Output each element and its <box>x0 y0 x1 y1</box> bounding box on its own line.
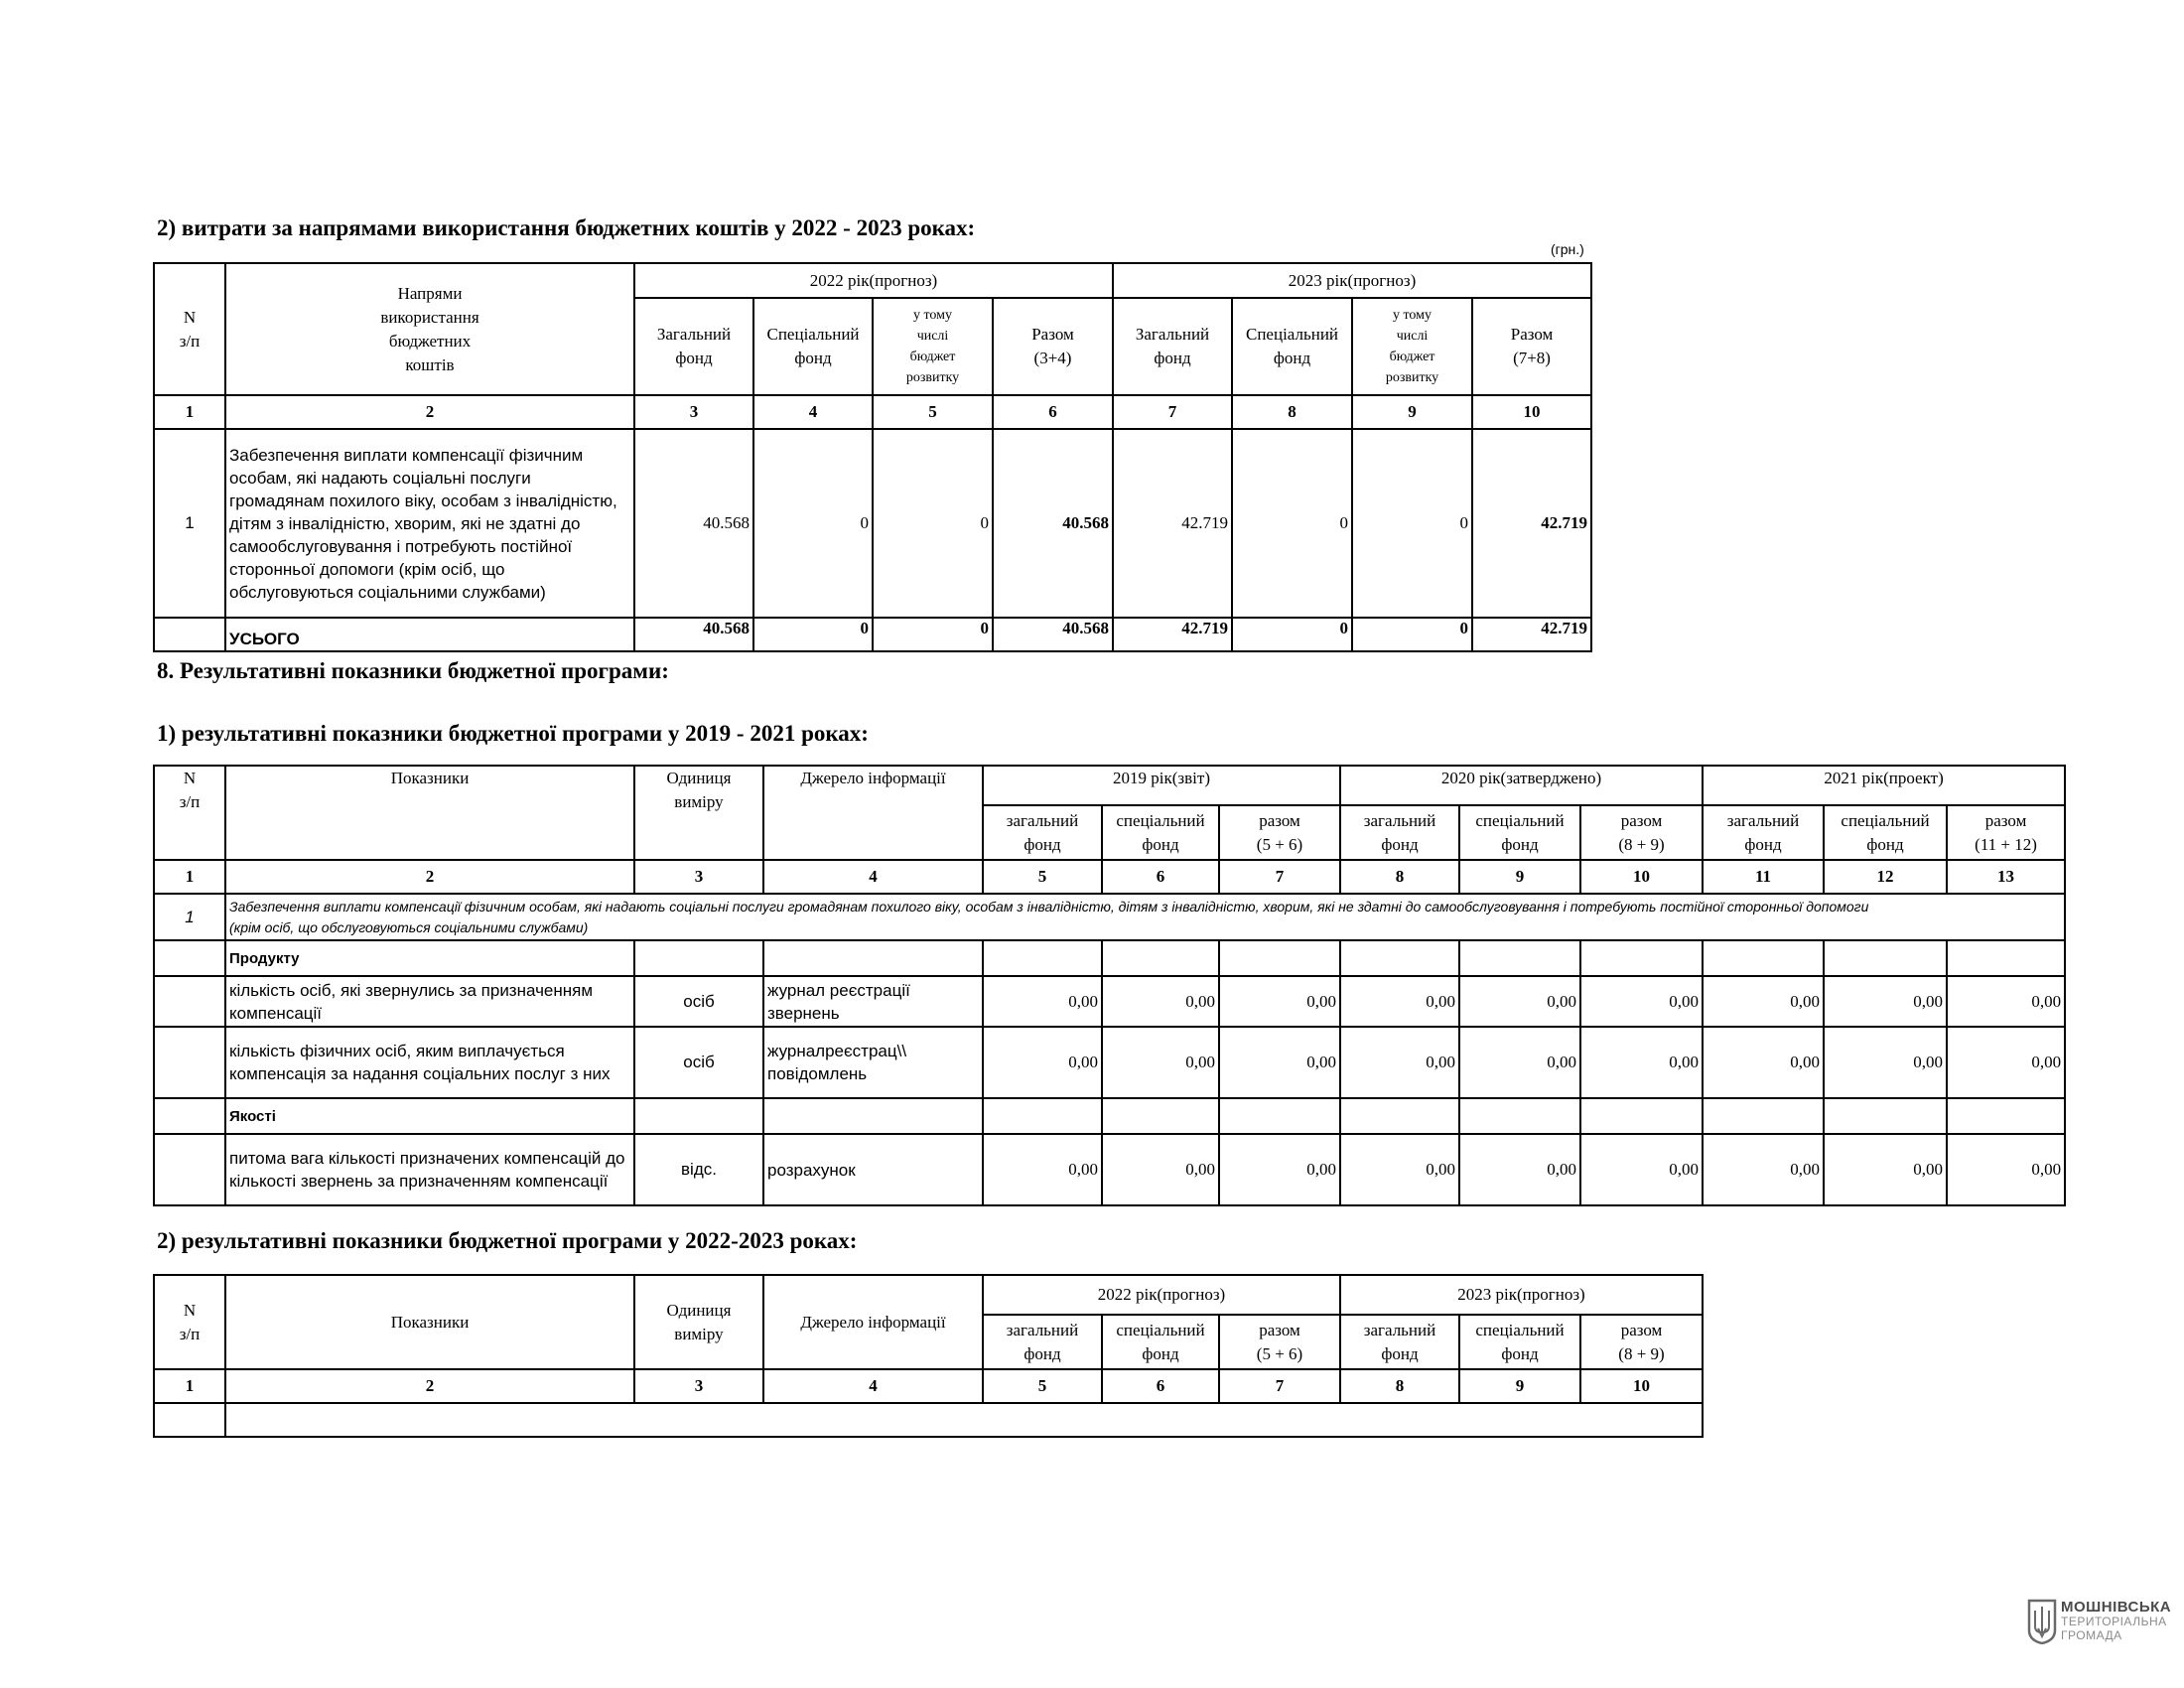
empty-cell <box>154 1134 225 1205</box>
section-8-heading: 8. Результативні показники бюджетної програми: <box>157 658 669 683</box>
empty-cell <box>154 1027 225 1098</box>
hdr-n: N з/п <box>154 1275 225 1369</box>
col-number: 6 <box>1102 860 1219 894</box>
hdr-sum: разом (11 + 12) <box>1947 805 2065 860</box>
value-cell: 0,00 <box>1580 976 1703 1027</box>
col-number: 10 <box>1472 395 1591 429</box>
value-cell: 0,00 <box>1703 1134 1824 1205</box>
hdr-year-2023: 2023 рік(прогноз) <box>1340 1275 1703 1315</box>
hdr-year-2019: 2019 рік(звіт) <box>983 766 1340 805</box>
hdr-year-2021: 2021 рік(проект) <box>1703 766 2065 805</box>
value-cell: 0,00 <box>1219 1027 1340 1098</box>
value-cell: 0,00 <box>1459 976 1580 1027</box>
value-cell: 0 <box>1352 429 1472 618</box>
col-number: 9 <box>1352 395 1472 429</box>
value-cell: 0 <box>1232 429 1352 618</box>
indicator-source: журналреєстрац\\ повідомлень <box>763 1027 983 1098</box>
task-number: 1 <box>154 894 225 940</box>
col-number: 7 <box>1219 860 1340 894</box>
value-cell: 0,00 <box>1947 1134 2065 1205</box>
value-cell: 40.568 <box>634 429 753 618</box>
indicator-source: розрахунок <box>763 1134 983 1205</box>
col-number: 4 <box>763 860 983 894</box>
total-value: 0 <box>1352 618 1472 651</box>
col-number: 6 <box>993 395 1113 429</box>
total-value: 42.719 <box>1113 618 1232 651</box>
hdr-sum: разом (5 + 6) <box>1219 805 1340 860</box>
value-cell: 0,00 <box>1219 1134 1340 1205</box>
value-cell: 0,00 <box>1947 976 2065 1027</box>
col-number: 7 <box>1219 1369 1340 1403</box>
col-number: 4 <box>753 395 873 429</box>
value-cell: 0,00 <box>983 1134 1102 1205</box>
value-cell: 0,00 <box>1102 1134 1219 1205</box>
col-number: 6 <box>1102 1369 1219 1403</box>
value-cell: 0,00 <box>1340 976 1459 1027</box>
indicator-unit: осіб <box>634 1027 763 1098</box>
group-row <box>154 1098 2065 1134</box>
col-number: 5 <box>983 1369 1102 1403</box>
col-number: 9 <box>1459 1369 1580 1403</box>
col-number: 8 <box>1340 860 1459 894</box>
task-row <box>154 894 2065 940</box>
value-cell: 0,00 <box>1703 976 1824 1027</box>
hdr-general-fund: загальний фонд <box>983 805 1102 860</box>
community-logo <box>2027 1599 2176 1648</box>
indicators-2022-2023-table <box>153 1274 1704 1438</box>
empty-cell <box>154 940 225 976</box>
section-b-heading: 1) результативні показники бюджетної програми у 2019 - 2021 роках: <box>157 721 869 746</box>
empty-cell <box>154 618 225 651</box>
hdr-general-fund: загальний фонд <box>983 1315 1102 1369</box>
hdr-n: N з/п <box>154 766 225 860</box>
hdr-special-fund: Спеціальний фонд <box>1232 298 1352 395</box>
value-cell: 0,00 <box>1703 1027 1824 1098</box>
hdr-sum: разом (8 + 9) <box>1580 1315 1703 1369</box>
total-value: 40.568 <box>634 618 753 651</box>
total-row <box>154 618 1591 651</box>
unit-label: (грн.) <box>1551 241 1584 257</box>
empty-cell <box>154 1403 225 1437</box>
hdr-general-fund: загальний фонд <box>1703 805 1824 860</box>
col-number: 2 <box>225 395 634 429</box>
hdr-year-2023: 2023 рік(прогноз) <box>1113 263 1591 298</box>
col-number: 4 <box>763 1369 983 1403</box>
hdr-n: N з/п <box>154 263 225 395</box>
hdr-general-fund: Загальний фонд <box>634 298 753 395</box>
empty-cell <box>225 1403 1703 1437</box>
section-a-heading: 2) витрати за напрямами використання бюджетних коштів у 2022 - 2023 роках: <box>157 215 976 240</box>
col-number: 3 <box>634 860 763 894</box>
logo-subtitle: ТЕРИТОРІАЛЬНА <box>2061 1615 2167 1628</box>
hdr-special-fund: спеціальний фонд <box>1102 805 1219 860</box>
hdr-source: Джерело інформації <box>763 1275 983 1369</box>
row-number: 1 <box>154 429 225 618</box>
value-cell: 42.719 <box>1113 429 1232 618</box>
hdr-year-2020: 2020 рік(затверджено) <box>1340 766 1703 805</box>
indicator-unit: осіб <box>634 976 763 1027</box>
hdr-sum: Разом (7+8) <box>1472 298 1591 395</box>
value-cell: 0,00 <box>1824 1134 1947 1205</box>
value-cell: 0,00 <box>1580 1027 1703 1098</box>
row-direction: Забезпечення виплати компенсації фізичним особам, які надають соціальні послуги громадянам похилого віку, особам з інвалідністю, дітям з інвалідністю, хворим, які не здатні до самообслуговування і потребують постійної сторонньої допомоги (крім осіб, що обслуговуються соціальними службами) <box>225 429 634 618</box>
hdr-indicators: Показники <box>225 1275 634 1369</box>
total-value: 0 <box>873 618 993 651</box>
col-number: 1 <box>154 395 225 429</box>
table-row <box>154 429 1591 618</box>
indicator-name: питома вага кількості призначених компенсацій до кількості звернень за призначенням компенсації <box>225 1134 634 1205</box>
total-value: 0 <box>1232 618 1352 651</box>
indicator-source: журнал реєстрації звернень <box>763 976 983 1027</box>
value-cell: 0,00 <box>1824 1027 1947 1098</box>
col-number: 5 <box>983 860 1102 894</box>
table-row <box>154 1134 2065 1205</box>
value-cell: 0,00 <box>1340 1027 1459 1098</box>
col-number: 1 <box>154 1369 225 1403</box>
col-number: 8 <box>1232 395 1352 429</box>
hdr-unit: Одиниця виміру <box>634 1275 763 1369</box>
col-number: 2 <box>225 860 634 894</box>
hdr-general-fund: загальний фонд <box>1340 1315 1459 1369</box>
empty-cell <box>154 1098 225 1134</box>
value-cell: 0,00 <box>983 1027 1102 1098</box>
indicators-2019-2021-table <box>153 765 2066 1206</box>
value-cell: 0,00 <box>1580 1134 1703 1205</box>
hdr-special-fund: спеціальний фонд <box>1824 805 1947 860</box>
expenses-table <box>153 262 1592 652</box>
hdr-year-2022: 2022 рік(прогноз) <box>983 1275 1340 1315</box>
col-number: 7 <box>1113 395 1232 429</box>
value-cell: 0 <box>753 429 873 618</box>
table-row <box>154 976 2065 1027</box>
hdr-sum: Разом (3+4) <box>993 298 1113 395</box>
col-number: 12 <box>1824 860 1947 894</box>
value-cell: 0,00 <box>983 976 1102 1027</box>
empty-cell <box>154 976 225 1027</box>
value-cell: 0,00 <box>1824 976 1947 1027</box>
indicator-unit: відс. <box>634 1134 763 1205</box>
total-value: 0 <box>753 618 873 651</box>
task-text: Забезпечення виплати компенсації фізичним особам, які надають соціальні послуги громадянам похилого віку, особам з інвалідністю, дітям з інвалідністю, хворим, які не здатні до самообслуговування і потребують постійної сторонньої допомоги (крім осіб, що обслуговуються соціальними службами) <box>225 894 2065 940</box>
hdr-special-fund: спеціальний фонд <box>1459 1315 1580 1369</box>
indicator-name: кількість фізичних осіб, яким виплачується компенсація за надання соціальних послуг з них <box>225 1027 634 1098</box>
hdr-special-fund: Спеціальний фонд <box>753 298 873 395</box>
hdr-dev-budget: у тому числі бюджет розвитку <box>873 298 993 395</box>
col-number: 8 <box>1340 1369 1459 1403</box>
value-cell: 0,00 <box>1102 976 1219 1027</box>
hdr-unit: Одиниця виміру <box>634 766 763 860</box>
col-number: 11 <box>1703 860 1824 894</box>
indicator-name: кількість осіб, які звернулись за призначенням компенсації <box>225 976 634 1027</box>
logo-title: МОШНІВСЬКА <box>2061 1599 2172 1616</box>
empty-row <box>154 1403 1703 1437</box>
hdr-indicators: Показники <box>225 766 634 860</box>
col-number: 3 <box>634 1369 763 1403</box>
group-label: Продукту <box>225 940 634 976</box>
group-row <box>154 940 2065 976</box>
value-cell: 0,00 <box>1459 1027 1580 1098</box>
value-cell: 42.719 <box>1472 429 1591 618</box>
hdr-dev-budget: у тому числі бюджет розвитку <box>1352 298 1472 395</box>
col-number: 2 <box>225 1369 634 1403</box>
total-value: 40.568 <box>993 618 1113 651</box>
hdr-direction: Напрями використання бюджетних коштів <box>225 263 634 395</box>
col-number: 1 <box>154 860 225 894</box>
value-cell: 40.568 <box>993 429 1113 618</box>
value-cell: 0,00 <box>1340 1134 1459 1205</box>
total-label: УСЬОГО <box>225 618 634 651</box>
hdr-source: Джерело інформації <box>763 766 983 860</box>
logo-subtitle: ГРОМАДА <box>2061 1628 2122 1642</box>
value-cell: 0,00 <box>1459 1134 1580 1205</box>
value-cell: 0,00 <box>1947 1027 2065 1098</box>
col-number: 10 <box>1580 860 1703 894</box>
trident-emblem-icon <box>2027 1599 2057 1644</box>
col-number: 9 <box>1459 860 1580 894</box>
col-number: 10 <box>1580 1369 1703 1403</box>
section-c-heading: 2) результативні показники бюджетної програми у 2022-2023 роках: <box>157 1228 858 1253</box>
value-cell: 0,00 <box>1219 976 1340 1027</box>
hdr-special-fund: спеціальний фонд <box>1102 1315 1219 1369</box>
col-number: 13 <box>1947 860 2065 894</box>
col-number: 5 <box>873 395 993 429</box>
hdr-general-fund: загальний фонд <box>1340 805 1459 860</box>
hdr-sum: разом (8 + 9) <box>1580 805 1703 860</box>
col-number: 3 <box>634 395 753 429</box>
total-value: 42.719 <box>1472 618 1591 651</box>
hdr-special-fund: спеціальний фонд <box>1459 805 1580 860</box>
group-label: Якості <box>225 1098 634 1134</box>
table-row <box>154 1027 2065 1098</box>
value-cell: 0,00 <box>1102 1027 1219 1098</box>
value-cell: 0 <box>873 429 993 618</box>
hdr-year-2022: 2022 рік(прогноз) <box>634 263 1113 298</box>
hdr-sum: разом (5 + 6) <box>1219 1315 1340 1369</box>
hdr-general-fund: Загальний фонд <box>1113 298 1232 395</box>
